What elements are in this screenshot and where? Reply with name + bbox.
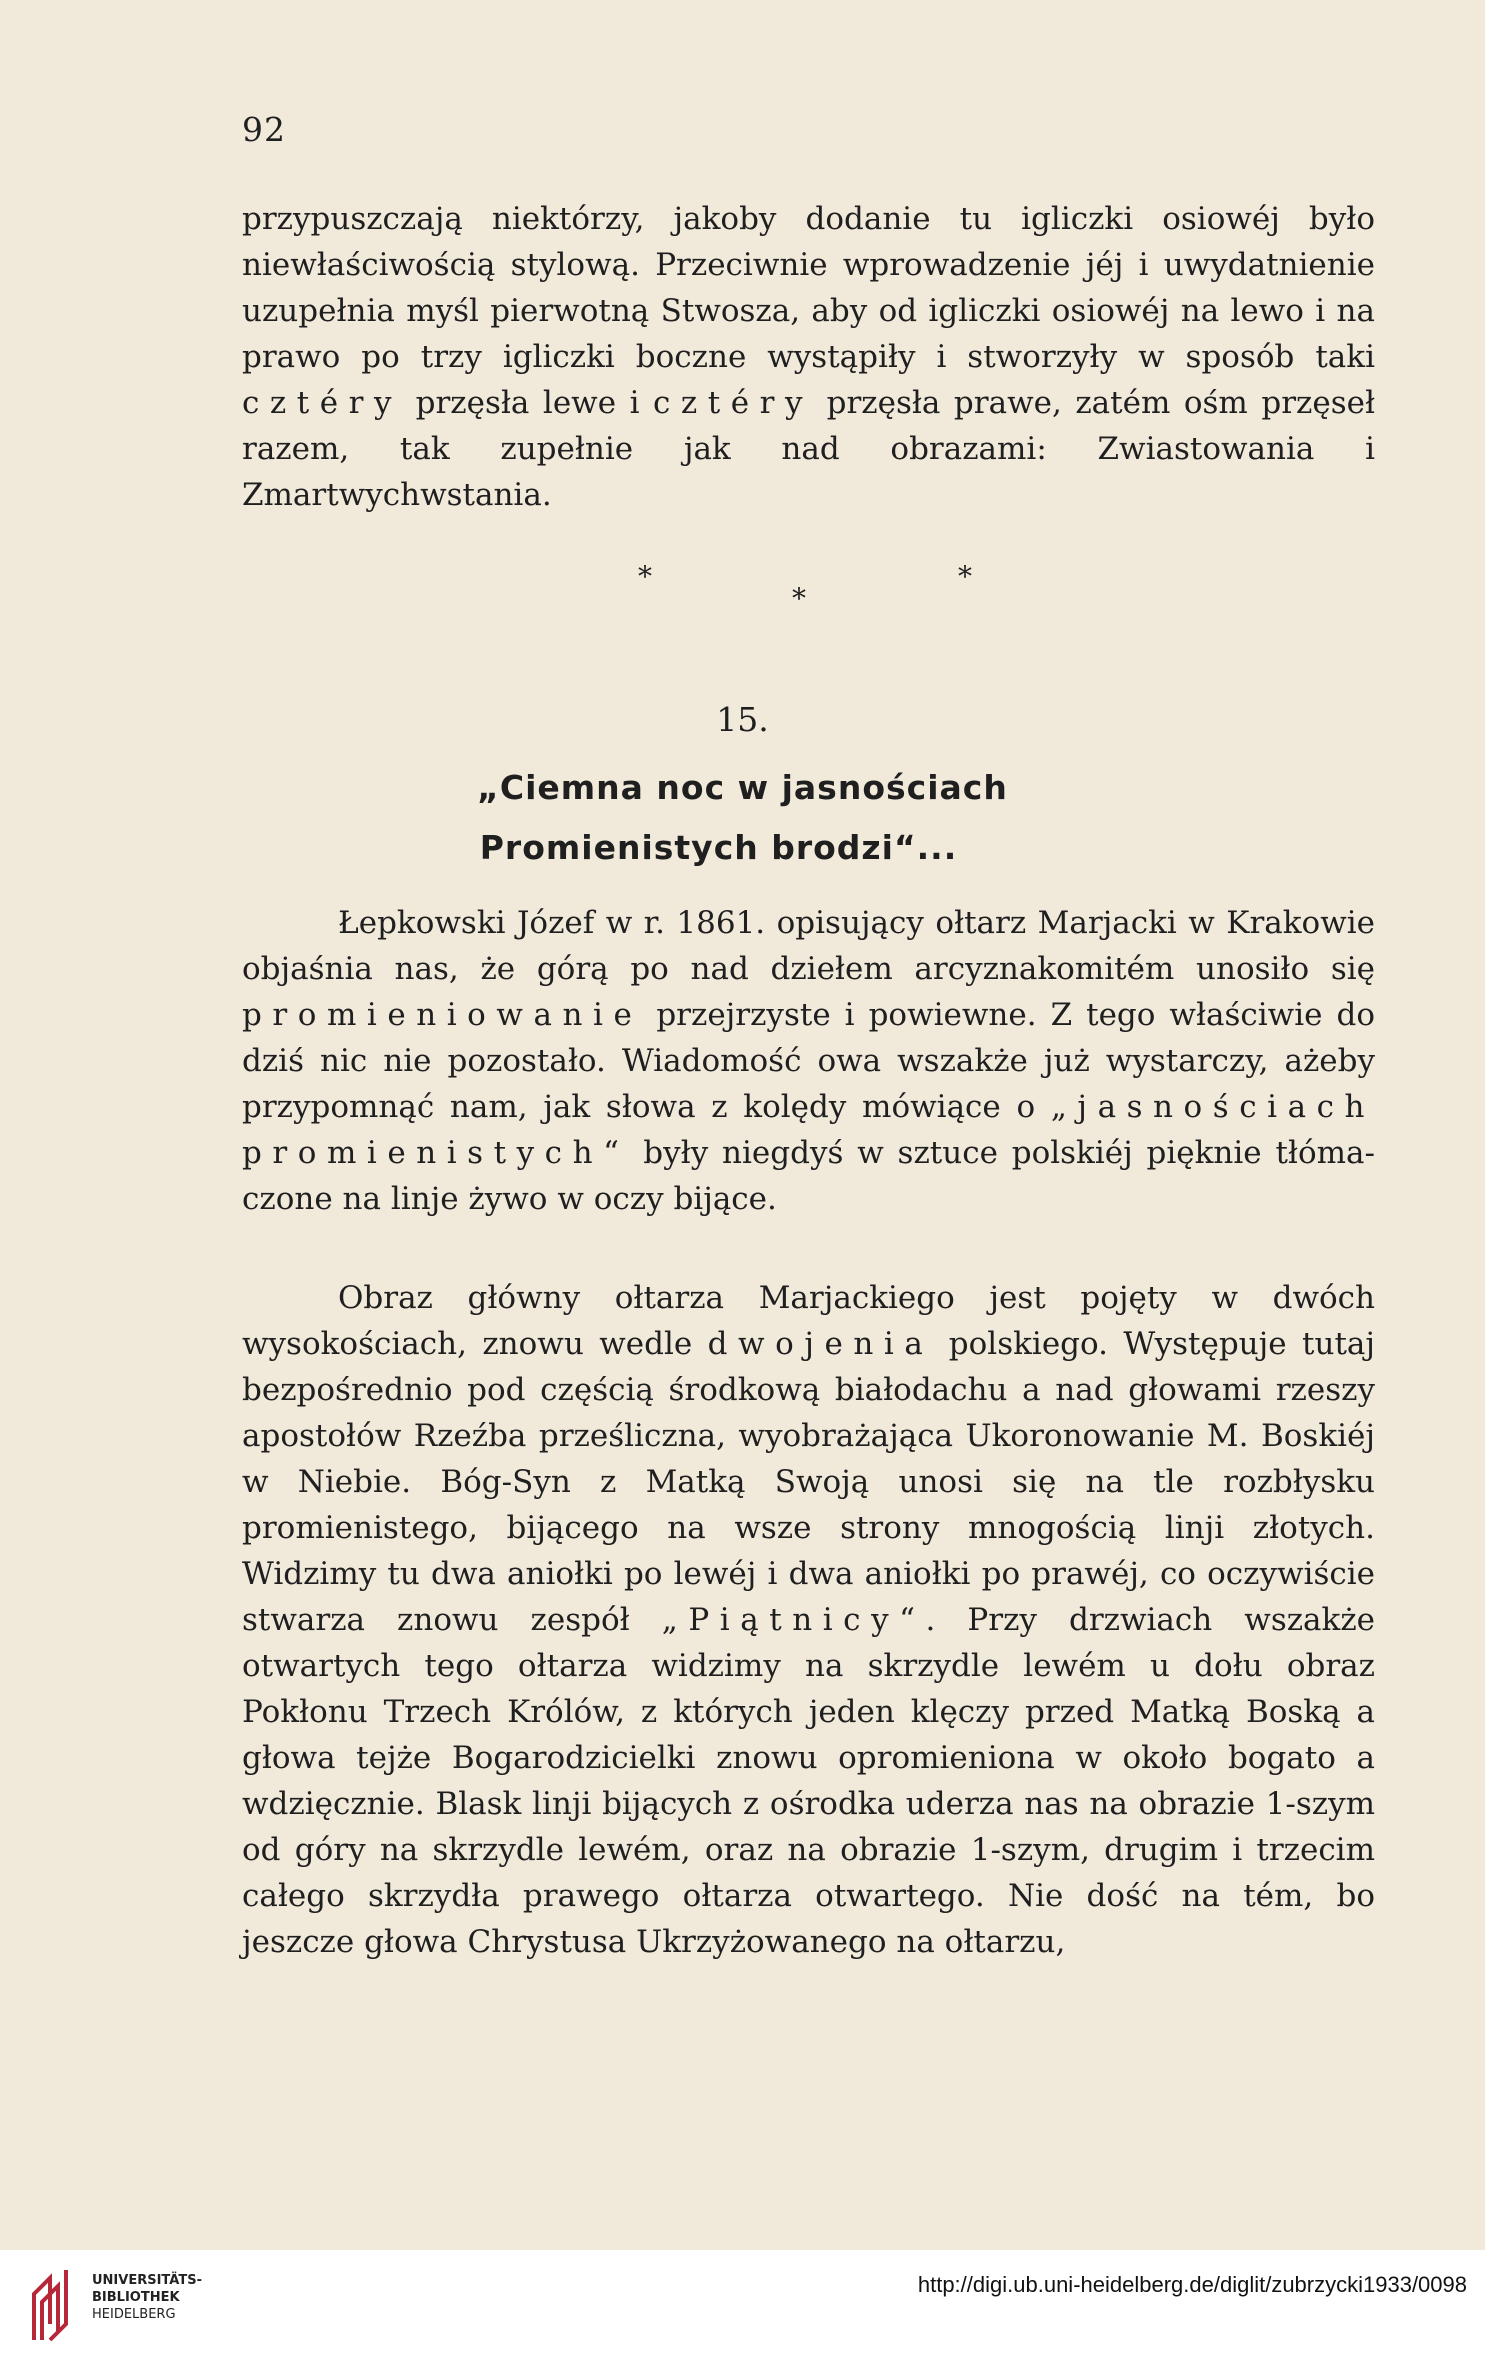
section-title-line-2: Promienistych brodzi“... xyxy=(479,828,958,867)
text-run: polskiego. Występuje tutaj bezpośrednio pod częścią środkową białodachu a nad głowami rzeszy apostołów Rzeźba prześliczna, wyobrażająca Ukoronowanie M. Boskiéj w Niebie. Bóg-Syn z Matką Swoją unosi się na tle rozbłysku promienistego, bijącego na wsze strony mnogością linji złotych. Widzimy tu dwa aniołki po lewéj i dwa aniołki po prawéj, co oczywiście stwarza znowu zespół xyxy=(242,1326,1375,1638)
text-run: przęsła prawe, zatém ośm przęseł razem, tak zupełnie jak nad obrazami: Zwiastowania i Zmartwychwstania. xyxy=(242,385,1375,513)
section-number: 15. xyxy=(716,700,769,739)
separator-star: * xyxy=(958,560,972,593)
spaced-emphasis: cztéry xyxy=(653,385,814,421)
text-run: były niegdyś w sztuce polskiéj pięknie tłómaczone na linje żywo w oczy bijące. xyxy=(242,1135,1375,1217)
library-name-line: UNIVERSITÄTS- xyxy=(92,2273,202,2288)
source-url-link[interactable]: http://digi.ub.uni-heidelberg.de/diglit/zubrzycki1933/0098 xyxy=(917,2272,1467,2297)
spaced-emphasis: „Piątnicy“ xyxy=(661,1602,926,1638)
library-name-line: BIBLIOTHEK xyxy=(92,2290,180,2305)
footer-bar xyxy=(0,2250,1485,2356)
spaced-emphasis: „jasnościach promienistych“ xyxy=(242,1089,1375,1171)
paragraph-text xyxy=(242,1275,1375,1965)
library-logo-icon xyxy=(28,2264,76,2344)
paragraph-text xyxy=(242,196,1375,518)
text-run: Obraz główny ołtarza Marjackiego jest pojęty w dwóch wysokościach, znowu wedle xyxy=(242,1280,1375,1362)
separator-star: * xyxy=(638,560,652,593)
text-run: przejrzyste i powiewne. Z tego właściwie do dziś nic nie pozostało. Wiadomość owa wszakże już wystarczy, ażeby przypomnąć nam, jak słowa z kolędy mówiące o xyxy=(242,997,1375,1125)
paragraph xyxy=(242,1275,1375,1965)
spaced-emphasis: cztéry xyxy=(242,385,403,421)
spaced-emphasis: promieniowanie xyxy=(242,997,643,1033)
library-name xyxy=(92,2272,202,2323)
library-name-line: HEIDELBERG xyxy=(92,2307,176,2322)
section-separator xyxy=(620,560,1020,640)
text-run: przęsła lewe i xyxy=(402,385,654,421)
paragraph-continuation xyxy=(242,196,1375,518)
spaced-emphasis: dwojenia xyxy=(707,1326,934,1362)
section-title-line-1: „Ciemna noc w jasnościach xyxy=(477,768,1008,807)
text-run: Łepkowski Józef w r. 1861. opisujący ołtarz Marjacki w Krakowie objaśnia nas, że górą po nad dziełem arcyznakomitém unosiło się xyxy=(242,905,1375,987)
text-run: przypuszczają niektórzy, jakoby dodanie tu igliczki osiowéj było niewłaściwością stylową. Przeciwnie wprowadzenie jéj i uwydatnienie uzupełnia myśl pierwotną Stwosza, aby od igliczki osiowéj na lewo i na prawo po trzy igliczki boczne wystąpiły i stworzyły w sposób taki xyxy=(242,201,1375,375)
paragraph xyxy=(242,900,1375,1222)
separator-star: * xyxy=(792,582,806,615)
text-run: . Przy drzwiach wszakże otwartych tego ołtarza widzimy na skrzydle lewém u dołu obraz Pokłonu Trzech Królów, z których jeden klęczy przed Matką Boską a głowa tejże Bogarodzicielki znowu opromieniona w około bogato a wdzięcznie. Blask linji bijących z ośrodka uderza nas na obrazie 1-szym od góry na skrzydle lewém, oraz na obrazie 1-szym, drugim i trzecim całego skrzydła prawego ołtarza otwartego. Nie dość na tém, bo jeszcze głowa Chrystusa Ukrzyżowanego na ołtarzu, xyxy=(242,1602,1375,1960)
paragraph-text xyxy=(242,900,1375,1222)
page-number: 92 xyxy=(242,110,286,149)
